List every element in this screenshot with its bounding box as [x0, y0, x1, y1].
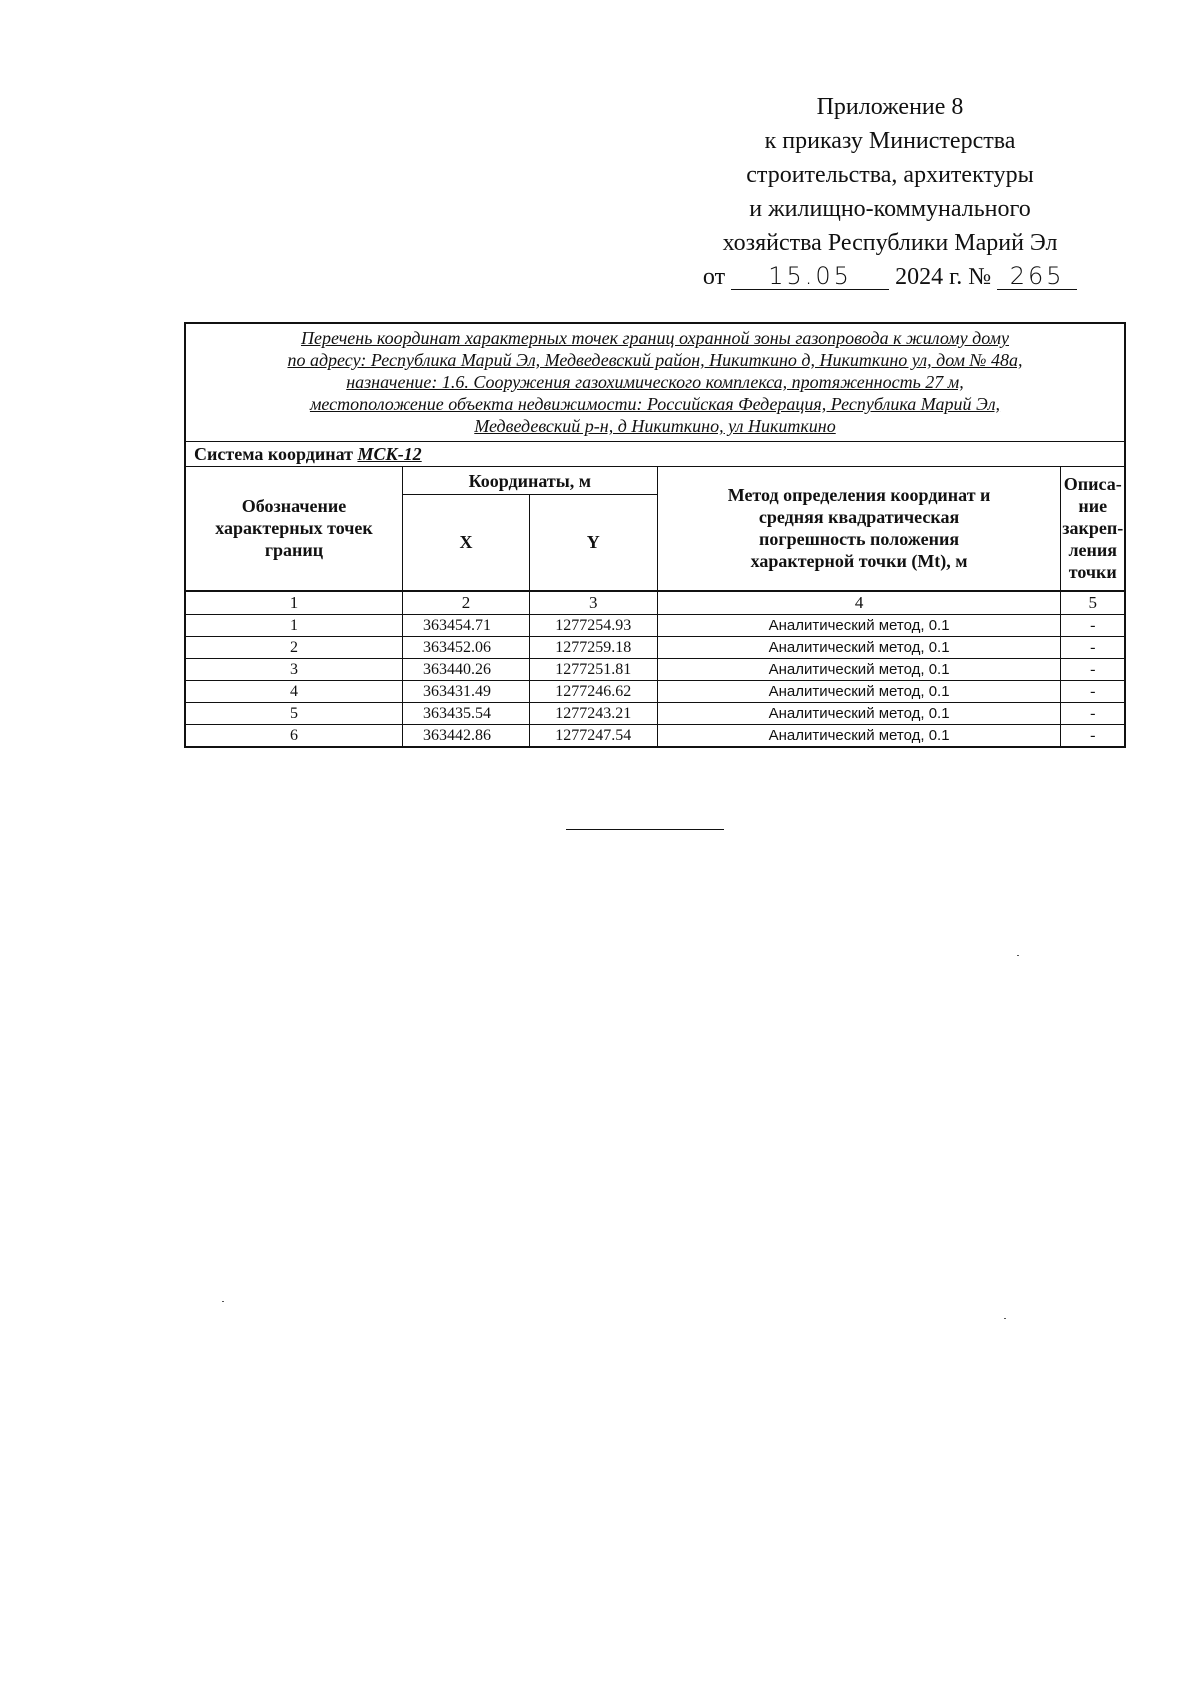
method-cell: Аналитический метод, 0.1: [657, 702, 1061, 724]
x-coordinate: 363442.86: [403, 724, 530, 747]
method-cell: Аналитический метод, 0.1: [657, 636, 1061, 658]
x-coordinate: 363435.54: [403, 702, 530, 724]
header-description: Описа- ние закреп- ления точки: [1061, 467, 1125, 591]
header-y: Y: [529, 495, 657, 591]
description-cell: -: [1061, 658, 1125, 680]
caption-line: по адресу: Республика Марий Эл, Медведевский район, Никиткино д, Никиткино ул, дом № 48а,: [287, 350, 1023, 370]
x-coordinate: 363440.26: [403, 658, 530, 680]
y-coordinate: 1277254.93: [529, 614, 657, 636]
point-number: 4: [185, 680, 403, 702]
order-date-line: [640, 260, 1140, 294]
table-caption: [185, 323, 1125, 442]
header-designation: Обозначение характерных точек границ: [185, 467, 403, 591]
y-coordinate: 1277251.81: [529, 658, 657, 680]
method-cell: Аналитический метод, 0.1: [657, 680, 1061, 702]
x-coordinate: 363431.49: [403, 680, 530, 702]
y-coordinate: 1277259.18: [529, 636, 657, 658]
system-label: Система координат: [194, 444, 353, 464]
coordinates-table: [184, 322, 1126, 748]
column-number: 4: [657, 591, 1061, 615]
point-number: 6: [185, 724, 403, 747]
x-coordinate: 363452.06: [403, 636, 530, 658]
column-number: 5: [1061, 591, 1125, 615]
column-number: 3: [529, 591, 657, 615]
coordinate-system: [185, 442, 1125, 467]
point-number: 3: [185, 658, 403, 680]
column-number: 1: [185, 591, 403, 615]
column-number: 2: [403, 591, 530, 615]
appendix-line: Приложение 8: [816, 94, 964, 120]
appendix-line: к приказу Министерства: [764, 128, 1016, 154]
year-text: 2024 г. №: [895, 264, 992, 290]
description-cell: -: [1061, 614, 1125, 636]
caption-line: местоположение объекта недвижимости: Российская Федерация, Республика Марий Эл,: [309, 394, 1001, 414]
method-cell: Аналитический метод, 0.1: [657, 658, 1061, 680]
appendix-line: и жилищно-коммунального: [749, 196, 1031, 222]
y-coordinate: 1277246.62: [529, 680, 657, 702]
header-coordinates: Координаты, м: [403, 467, 658, 495]
point-number: 2: [185, 636, 403, 658]
scan-speck: [1017, 955, 1019, 956]
x-coordinate: 363454.71: [403, 614, 530, 636]
table-row: [185, 658, 1125, 680]
appendix-line: строительства, архитектуры: [746, 162, 1034, 188]
y-coordinate: 1277247.54: [529, 724, 657, 747]
handwritten-order-number: 265: [997, 263, 1077, 290]
point-number: 1: [185, 614, 403, 636]
description-cell: -: [1061, 680, 1125, 702]
appendix-header: [640, 90, 1140, 294]
point-number: 5: [185, 702, 403, 724]
scan-speck: [1004, 1318, 1006, 1319]
table-row: [185, 702, 1125, 724]
caption-line: Медведевский р-н, д Никиткино, ул Никиткино: [474, 416, 836, 436]
description-cell: -: [1061, 636, 1125, 658]
header-x: X: [403, 495, 530, 591]
caption-line: назначение: 1.6. Сооружения газохимического комплекса, протяженность 27 м,: [346, 372, 964, 392]
method-cell: Аналитический метод, 0.1: [657, 614, 1061, 636]
end-separator-line: [566, 829, 724, 830]
appendix-line: хозяйства Республики Марий Эл: [722, 230, 1058, 256]
y-coordinate: 1277243.21: [529, 702, 657, 724]
scan-speck: [222, 1301, 224, 1302]
description-cell: -: [1061, 702, 1125, 724]
table-row: [185, 614, 1125, 636]
handwritten-date: 15.05: [731, 263, 889, 290]
header-method: Метод определения координат и средняя квадратическая погрешность положения характерной точки (Mt), м: [657, 467, 1061, 591]
caption-line: Перечень координат характерных точек границ охранной зоны газопровода к жилому дому: [300, 328, 1010, 348]
system-value: МСК-12: [357, 444, 422, 464]
date-prefix: от: [702, 264, 726, 290]
method-cell: Аналитический метод, 0.1: [657, 724, 1061, 747]
table-row: [185, 724, 1125, 747]
table-row: [185, 680, 1125, 702]
table-row: [185, 636, 1125, 658]
description-cell: -: [1061, 724, 1125, 747]
column-number-row: [185, 591, 1125, 615]
